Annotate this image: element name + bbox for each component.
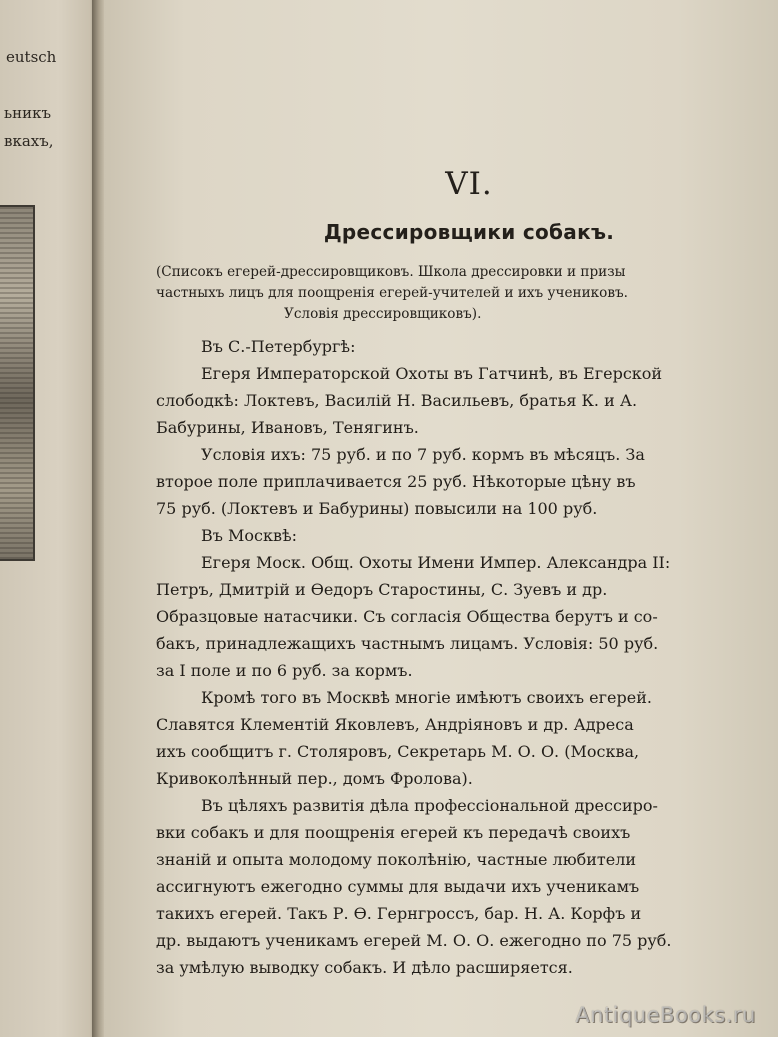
summary-line: частныхъ лицъ для поощренія егерей-учителей и ихъ учениковъ. [156, 285, 628, 301]
left-facing-page [0, 0, 98, 1037]
paragraph-line: второе поле приплачивается 25 руб. Нѣкоторые цѣну въ [156, 472, 636, 491]
left-page-illustration [0, 205, 35, 561]
paragraph-line: за умѣлую выводку собакъ. И дѣло расширяется. [156, 958, 573, 977]
body-text [156, 333, 714, 981]
paragraph-line: слободкѣ: Локтевъ, Василій Н. Васильевъ, братья К. и А. [156, 391, 638, 410]
paragraph-line: ассигнуютъ ежегодно суммы для выдачи ихъ ученикамъ [156, 877, 640, 896]
chapter-title: Дрессировщики собакъ. [323, 220, 615, 244]
chapter-summary [156, 262, 714, 325]
page-content [156, 166, 714, 981]
paragraph-line: Образцовые натасчики. Съ согласія Общества берутъ и со- [156, 607, 658, 626]
book-page [104, 0, 778, 1037]
paragraph-line: знаній и опыта молодому поколѣнію, частные любители [156, 850, 637, 869]
paragraph-line: Въ Москвѣ: [201, 526, 298, 545]
paragraph-line: 75 руб. (Локтевъ и Бабурины) повысили на 100 руб. [156, 499, 598, 518]
summary-line: (Списокъ егерей-дрессировщиковъ. Школа дрессировки и призы [156, 264, 626, 280]
paragraph-line: др. выдаютъ ученикамъ егерей М. О. О. ежегодно по 75 руб. [156, 931, 672, 950]
paragraph-line: Бабурины, Ивановъ, Тенягинъ. [156, 418, 419, 437]
paragraph-line: вки собакъ и для поощренія егерей къ передачѣ своихъ [156, 823, 631, 842]
paragraph-line: Петръ, Дмитрій и Ѳедоръ Старостины, С. Зуевъ и др. [156, 580, 608, 599]
summary-line: Условія дрессировщиковъ). [284, 306, 482, 322]
paragraph-line: Въ С.-Петербургѣ: [201, 337, 356, 356]
paragraph-line: такихъ егерей. Такъ Р. Ѳ. Гернгроссъ, бар. Н. А. Корфъ и [156, 904, 642, 923]
left-page-fragment: ьникъ [4, 104, 52, 122]
left-page-fragment: вкахъ, [4, 132, 54, 150]
paragraph-line: Условія ихъ: 75 руб. и по 7 руб. кормъ въ мѣсяцъ. За [201, 445, 645, 464]
paragraph-line: бакъ, принадлежащихъ частнымъ лицамъ. Условія: 50 руб. [156, 634, 659, 653]
paragraph-line: Кромѣ того въ Москвѣ многіе имѣютъ своихъ егерей. [201, 688, 652, 707]
paragraph-line: ихъ сообщитъ г. Столяровъ, Секретарь М. О. О. (Москва, [156, 742, 640, 761]
chapter-number: VI. [445, 166, 493, 202]
site-watermark: AntiqueBooks.ru [575, 1003, 756, 1027]
paragraph-line: Кривоколѣнный пер., домъ Фролова). [156, 769, 473, 788]
paragraph-line: Егеря Моск. Общ. Охоты Имени Импер. Александра II: [201, 553, 671, 572]
paragraph-line: Славятся Клементій Яковлевъ, Андріяновъ и др. Адреса [156, 715, 634, 734]
paragraph-line: за I поле и по 6 руб. за кормъ. [156, 661, 413, 680]
left-page-fragment: eutsch [6, 48, 57, 66]
paragraph-line: Егеря Императорской Охоты въ Гатчинѣ, въ Егерской [201, 364, 663, 383]
paragraph-line: Въ цѣляхъ развитія дѣла профессіональной дрессиро- [201, 796, 658, 815]
